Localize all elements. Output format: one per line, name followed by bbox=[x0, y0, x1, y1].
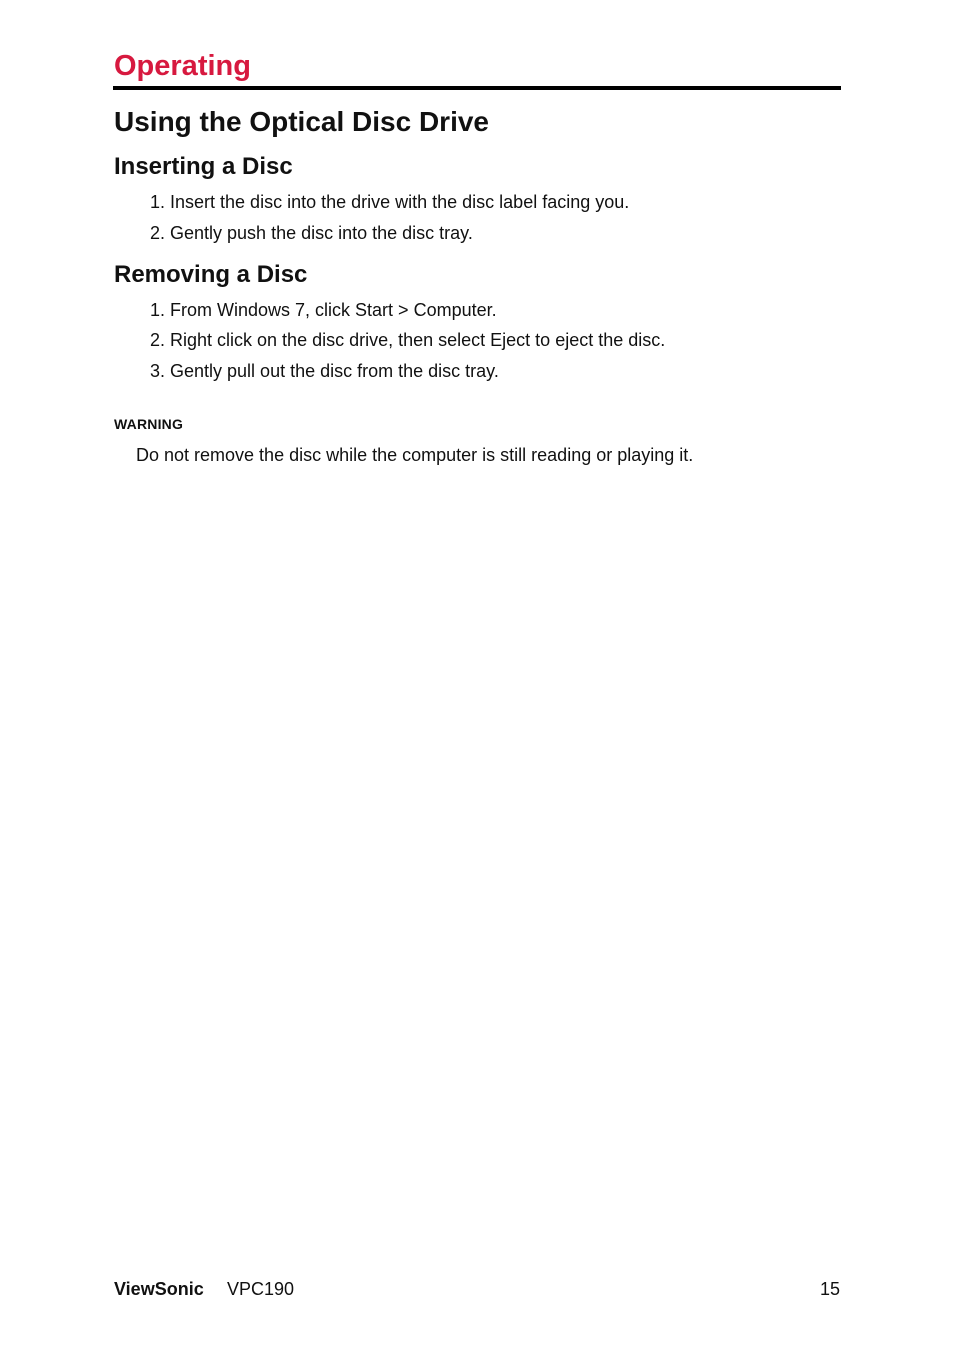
inserting-step-1: 1. Insert the disc into the drive with the disc label facing you. bbox=[150, 192, 630, 212]
footer-model: VPC190 bbox=[227, 1279, 295, 1299]
inserting-heading: Inserting a Disc bbox=[114, 153, 293, 180]
header-rule bbox=[113, 86, 841, 90]
removing-step-3: 3. Gently pull out the disc from the disc tray. bbox=[150, 361, 499, 381]
section-title: Operating bbox=[114, 50, 251, 82]
inserting-step-2: 2. Gently push the disc into the disc tray. bbox=[150, 223, 473, 243]
footer-page-number: 15 bbox=[819, 1279, 840, 1299]
removing-step-2: 2. Right click on the disc drive, then select Eject to eject the disc. bbox=[150, 330, 666, 350]
warning-label: WARNING bbox=[114, 416, 184, 432]
removing-heading: Removing a Disc bbox=[114, 261, 308, 288]
page-title: Using the Optical Disc Drive bbox=[114, 106, 489, 137]
footer-brand: ViewSonic bbox=[114, 1279, 204, 1299]
removing-step-1: 1. From Windows 7, click Start > Computer. bbox=[150, 300, 497, 320]
warning-text: Do not remove the disc while the computer is still reading or playing it. bbox=[136, 445, 694, 465]
